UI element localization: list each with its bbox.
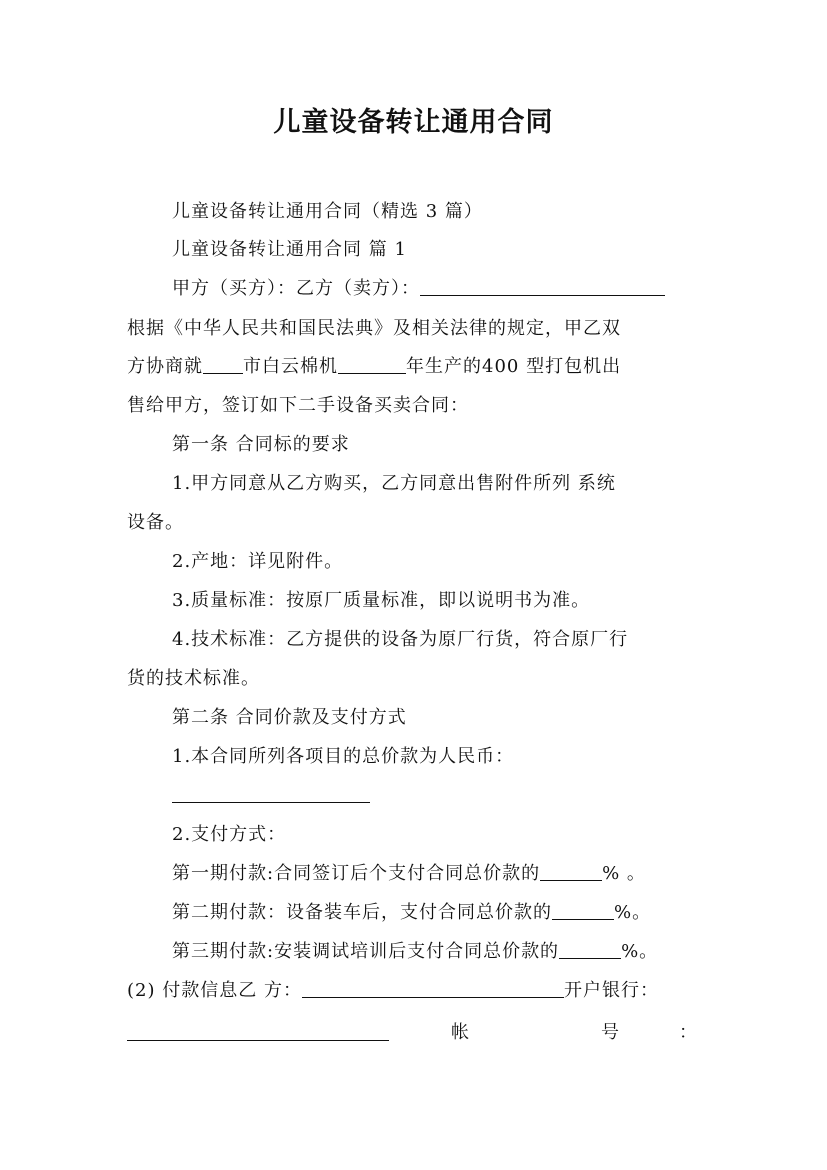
- subtitle-line: 儿童设备转让通用合同（精选 3 篇）: [172, 201, 483, 222]
- clause-line: 1.甲方同意从乙方购买，乙方同意出售附件所列 系统: [172, 473, 616, 494]
- text-segment: 号: [601, 1022, 619, 1043]
- parties-text: 甲方（买方）：乙方（卖方）：: [172, 278, 420, 299]
- text-segment: (2) 付款信息乙 方：: [127, 980, 302, 1001]
- text-segment: 第二期付款：设备装车后，支付合同总价款的: [172, 902, 552, 923]
- paragraph-line: [127, 355, 707, 379]
- text-segment: % 。: [602, 863, 646, 884]
- clause-line: 3.质量标准：按原厂质量标准，即以说明书为准。: [172, 590, 591, 611]
- fill-blank: [203, 355, 243, 374]
- text-segment: 方协商就: [127, 356, 203, 377]
- paragraph-line: 根据《中华人民共和国民法典》及相关法律的规定，甲乙双: [127, 318, 621, 339]
- fill-blank: [420, 277, 665, 296]
- section-heading: 儿童设备转让通用合同 篇 1: [172, 239, 407, 260]
- clause-line: 1.本合同所列各项目的总价款为人民币：: [172, 746, 515, 767]
- text-segment: %。: [621, 941, 659, 962]
- fill-blank: [127, 1022, 389, 1041]
- text-segment: 开户银行：: [563, 980, 659, 1001]
- payment-line: [172, 940, 712, 964]
- text-segment: 市白云棉机: [243, 356, 338, 377]
- text-segment: 年生产的400 型打包机出: [406, 356, 622, 377]
- fill-blank: [302, 979, 564, 998]
- payment-line: [172, 901, 712, 925]
- clause-line: 货的技术标准。: [127, 668, 260, 689]
- account-line: [127, 1018, 707, 1042]
- document-title: 儿童设备转让通用合同: [273, 107, 554, 138]
- payment-line: [172, 862, 712, 886]
- clause-line: 4.技术标准：乙方提供的设备为原厂行货，符合原厂行: [172, 629, 629, 650]
- clause-line: 设备。: [127, 512, 184, 533]
- parties-line: [172, 277, 712, 301]
- text-segment: 帐: [451, 1022, 469, 1043]
- paragraph-line: 售给甲方，签订如下二手设备买卖合同：: [127, 395, 469, 416]
- fill-blank: [559, 940, 621, 959]
- amount-line: [172, 784, 712, 808]
- text-segment: 第三期付款:安装调试培训后支付合同总价款的: [172, 941, 560, 962]
- text-segment: %。: [614, 902, 652, 923]
- clause-line: 2.支付方式：: [172, 824, 287, 845]
- fill-blank: [540, 862, 602, 881]
- fill-blank: [338, 355, 406, 374]
- article-heading: 第二条 合同价款及支付方式: [172, 707, 407, 728]
- text-segment: 第一期付款:合同签订后个支付合同总价款的: [172, 863, 541, 884]
- clause-line: 2.产地：详见附件。: [172, 551, 344, 572]
- article-heading: 第一条 合同标的要求: [172, 434, 350, 455]
- text-segment: ：: [679, 1022, 697, 1043]
- payment-info-line: [127, 979, 707, 1003]
- fill-blank: [552, 901, 614, 920]
- fill-blank: [172, 784, 370, 803]
